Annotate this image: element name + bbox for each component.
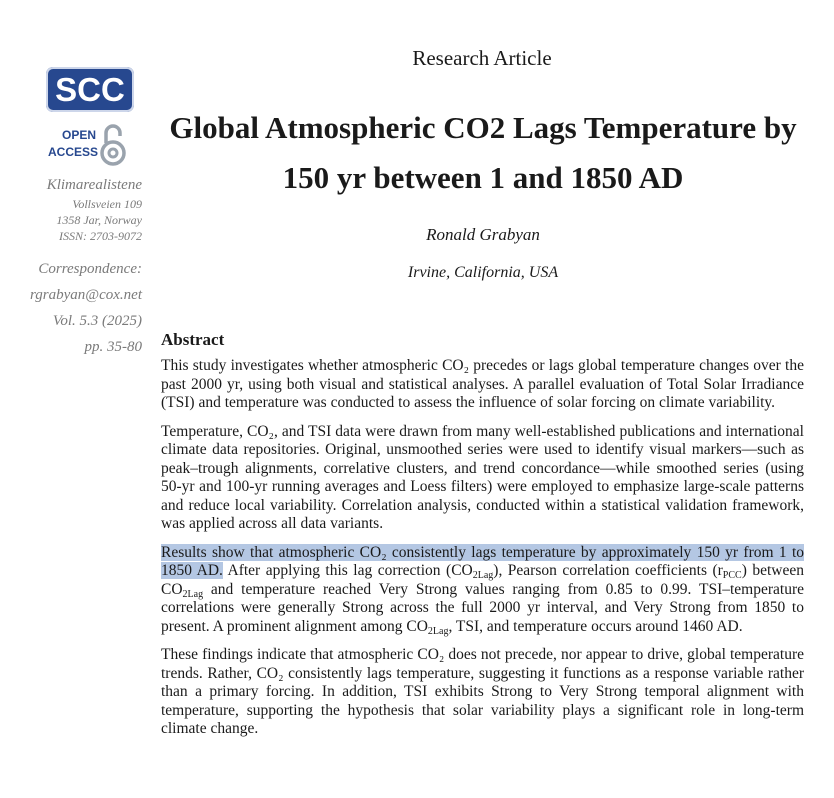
- author-name: Ronald Grabyan: [426, 225, 540, 244]
- publisher-address: [8, 196, 142, 244]
- section-label: Research Article: [412, 46, 552, 70]
- highlighted-result[interactable]: Results show that atmospheric CO₂ consistently lags temperature by approximately 150 yr from 1 to 1850 AD.: [161, 543, 804, 579]
- abstract-paragraph-2: Temperature, CO₂, and TSI data were drawn from many well-established publications and international climate data repositories. Original, unsmoothed series were used to identify visual markers—such as peak–trough alignments, correlative clusters, and trend concordance—while smoothed series (using 50-yr and 100-yr running averages and Loess filters) were employed to emphasize large-scale patterns and reduce local variability. Correlation analysis, conducted within a statistical validation framework, was applied across all data variants.: [161, 422, 804, 532]
- abstract-paragraph-1: This study investigates whether atmospheric CO₂ precedes or lags global temperature changes over the past 2000 yr, using both visual and statistical analyses. A parallel evaluation of Total Solar Irradiance (TSI) and temperature was conducted to assess the influence of solar forcing on climate variability.: [161, 357, 804, 411]
- subscript-lag: 2Lag: [182, 588, 204, 600]
- journal-logo[interactable]: [46, 67, 134, 112]
- abstract-paragraph-4: These findings indicate that atmospheric CO₂ does not precede, nor appear to drive, global temperature trends. Rather, CO₂ consistently lags temperature, suggesting it functions as a response variable rather than a primary forcing. In addition, TSI exhibits Strong to Very Strong temporal alignment with temperature, supporting the hypothesis that solar variability plays a significant role in long-term climate change.: [161, 646, 804, 737]
- volume-info: Vol. 5.3 (2025): [52, 313, 142, 329]
- address-street: Vollsveien 109: [72, 197, 142, 211]
- abstract-paragraph-3: [161, 544, 804, 637]
- abstract-heading: Abstract: [161, 330, 225, 349]
- abstract-body: [161, 357, 804, 749]
- subscript-lag: 2Lag: [472, 570, 494, 581]
- correspondence-label: Correspondence:: [38, 261, 142, 277]
- article-title-line2: 150 yr between 1 and 1850 AD: [282, 160, 684, 195]
- abstract-text: and temperature reached Very Strong values ranging from 0.85 to 0.99. TSI–temperature correlations were generally Strong across the full 2000 yr interval, and Very Strong from 1850 to present. A prominent alignment among CO: [161, 580, 804, 635]
- abstract-text: , TSI, and temperature occurs around 1460 AD.: [448, 617, 743, 635]
- author-affiliation: Irvine, California, USA: [407, 264, 559, 281]
- open-access-badge: [48, 123, 138, 167]
- issn: ISSN: 2703-9072: [59, 229, 142, 243]
- article-title-line1: Global Atmospheric CO2 Lags Temperature by: [169, 110, 797, 145]
- correspondence-email[interactable]: rgrabyan@cox.net: [30, 287, 142, 303]
- page-range: pp. 35-80: [84, 339, 142, 355]
- correspondence-block: [8, 256, 142, 360]
- abstract-text: ), Pearson correlation coefficients (r: [493, 562, 723, 579]
- abstract-text: ) between CO: [161, 562, 804, 598]
- abstract-text: After applying this lag correction (CO: [222, 562, 473, 579]
- subscript-lag: 2Lag: [427, 625, 449, 637]
- open-access-line2: ACCESS: [48, 145, 99, 159]
- open-access-line1: OPEN: [61, 128, 96, 142]
- address-city: 1358 Jar, Norway: [56, 213, 142, 227]
- article-title: [163, 103, 803, 203]
- open-access-label: [48, 127, 99, 161]
- publisher-name: Klimarealistene: [46, 177, 142, 193]
- journal-logo-text: SCC: [55, 71, 125, 108]
- subscript-pcc: PCC: [722, 570, 742, 581]
- open-access-lock-icon: [98, 123, 128, 167]
